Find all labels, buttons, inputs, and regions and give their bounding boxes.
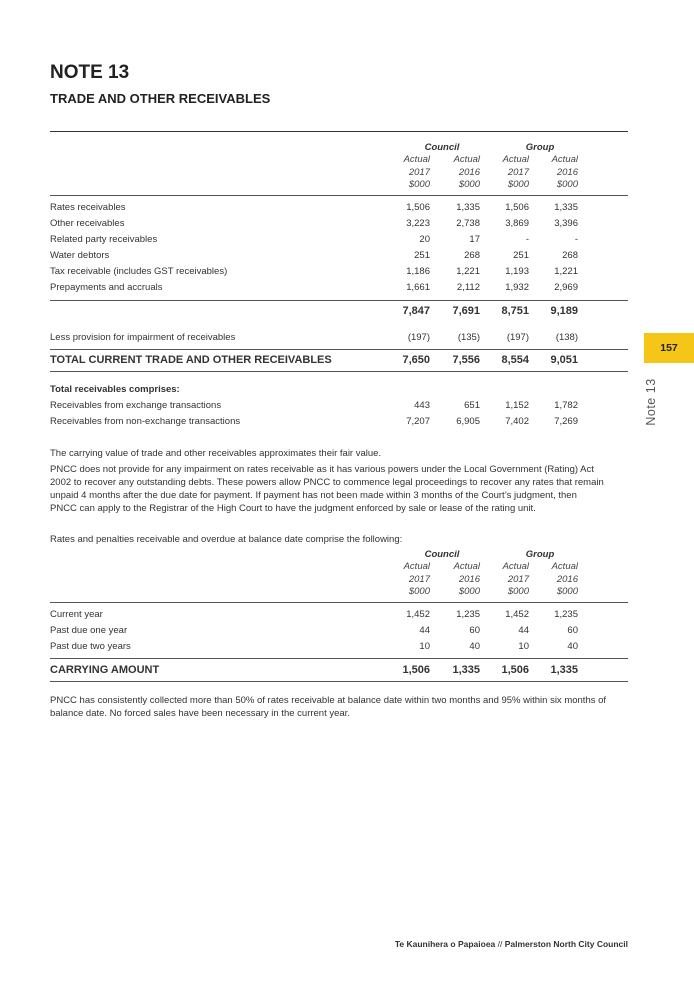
cell-value: 251	[414, 250, 430, 261]
col-header-line: $000	[408, 586, 430, 597]
row-label: Current year	[50, 609, 103, 620]
row-label: Past due one year	[50, 625, 128, 636]
cell-value: 1,221	[554, 266, 578, 277]
table-row	[50, 400, 630, 416]
cell-value: 1,452	[406, 609, 430, 620]
col-header-line: Actual	[453, 154, 480, 165]
impairment-paragraph	[50, 463, 630, 515]
col-header-line: 2017	[507, 573, 529, 585]
cell-value: 3,223	[406, 218, 430, 229]
cell-value: 7,556	[452, 354, 480, 366]
cell-value: 9,189	[550, 305, 578, 317]
cell-value: 1,235	[456, 609, 480, 620]
col-header-line: 2017	[408, 166, 430, 178]
col-header-line: Actual	[551, 154, 578, 165]
table-row	[50, 641, 630, 657]
subtotal-row	[50, 305, 630, 321]
cell-value: 1,152	[505, 400, 529, 411]
cell-value: 40	[567, 641, 578, 652]
row-label: Receivables from non-exchange transactions	[50, 416, 241, 427]
col-header-1	[390, 154, 430, 192]
col-header-4	[538, 561, 578, 599]
col-header-line: 2016	[458, 573, 480, 585]
cell-value: 443	[414, 400, 430, 411]
total-rule-top	[50, 658, 628, 659]
col-header-line: Actual	[551, 561, 578, 572]
cell-value: 44	[518, 625, 529, 636]
col-header-line: $000	[408, 179, 430, 190]
side-note-label	[641, 372, 661, 432]
table-row	[50, 625, 630, 641]
cell-value: 9,051	[550, 354, 578, 366]
cell-value: (197)	[407, 332, 430, 343]
cell-value: 3,396	[554, 218, 578, 229]
cell-value: -	[525, 234, 529, 245]
col-header-line: 2017	[408, 573, 430, 585]
col-header-2	[440, 154, 480, 192]
cell-value: 251	[513, 250, 529, 261]
table-row	[50, 202, 630, 218]
paragraph-line: PNCC has consistently collected more than 50% of rates receivable at balance date within two months and 95% within six months of	[50, 695, 607, 706]
paragraph-line: unpaid 4 months after the due date for payment. If payment has not been made within 3 months of the Court’s judgment, then	[50, 490, 577, 501]
cell-value: 10	[518, 641, 529, 652]
carrying-amount-row	[50, 664, 630, 680]
col-header-line: 2016	[458, 166, 480, 178]
footer-maori-name: Te Kaunihera o Papaioea	[394, 939, 496, 949]
group-header-council: Council	[424, 549, 460, 560]
paragraph-line: balance date. No forced sales have been necessary in the current year.	[50, 708, 350, 719]
cell-value: 1,335	[452, 664, 480, 676]
cell-value: 1,335	[456, 202, 480, 213]
col-header-3	[489, 561, 529, 599]
col-header-3	[489, 154, 529, 192]
col-header-line: 2016	[556, 166, 578, 178]
col-header-line: Actual	[502, 561, 529, 572]
cell-value: 1,506	[505, 202, 529, 213]
cell-value: 1,452	[505, 609, 529, 620]
cell-value: 2,738	[456, 218, 480, 229]
row-label: Water debtors	[50, 250, 110, 261]
page-footer	[395, 939, 628, 949]
cell-value: 8,554	[501, 354, 529, 366]
cell-value: 1,661	[406, 282, 430, 293]
cell-value: 17	[469, 234, 480, 245]
total-row	[50, 354, 630, 370]
cell-value: 268	[464, 250, 480, 261]
cell-value: 1,221	[456, 266, 480, 277]
col-header-line: Actual	[403, 154, 430, 165]
col-header-line: $000	[556, 179, 578, 190]
page-subtitle: TRADE AND OTHER RECEIVABLES	[50, 91, 271, 106]
group-header-group: Group	[525, 549, 555, 560]
cell-value: 8,751	[501, 305, 529, 317]
total-rule-bottom	[50, 681, 628, 682]
col-header-line: $000	[458, 586, 480, 597]
row-label: Prepayments and accruals	[50, 282, 163, 293]
col-header-line: Actual	[502, 154, 529, 165]
cell-value: 1,506	[406, 202, 430, 213]
top-rule	[50, 131, 628, 132]
paragraph-line: PNCC can apply to the Registrar of the High Court to have the judgment enforced by sale or lease of the rating unit.	[50, 503, 536, 514]
row-label: Other receivables	[50, 218, 125, 229]
cell-value: 1,193	[505, 266, 529, 277]
table-row	[50, 282, 630, 298]
row-label: Less provision for impairment of receivables	[50, 332, 236, 343]
cell-value: 2,112	[456, 282, 480, 293]
row-label: TOTAL CURRENT TRADE AND OTHER RECEIVABLES	[50, 354, 332, 366]
cell-value: 1,235	[554, 609, 578, 620]
col-header-4	[538, 154, 578, 192]
cell-value: 3,869	[505, 218, 529, 229]
cell-value: 6,905	[456, 416, 480, 427]
total-rule-bottom	[50, 371, 628, 372]
cell-value: 2,969	[554, 282, 578, 293]
cell-value: 651	[464, 400, 480, 411]
cell-value: 7,207	[406, 416, 430, 427]
paragraph-line: PNCC does not provide for any impairment on rates receivable as it has various powers under the Local Government (Rating) Act	[50, 464, 594, 475]
cell-value: 7,402	[505, 416, 529, 427]
cell-value: 7,650	[402, 354, 430, 366]
cell-value: 1,186	[406, 266, 430, 277]
provision-row	[50, 332, 630, 348]
cell-value: 40	[469, 641, 480, 652]
cell-value: 1,782	[554, 400, 578, 411]
comprises-heading	[50, 384, 630, 400]
table-row	[50, 234, 630, 250]
col-header-line: Actual	[403, 561, 430, 572]
group-header-group: Group	[525, 142, 555, 153]
cell-value: 7,269	[554, 416, 578, 427]
col-header-line: 2016	[556, 573, 578, 585]
fair-value-paragraph: The carrying value of trade and other receivables approximates their fair value.	[50, 448, 382, 459]
header-rule	[50, 602, 628, 603]
cell-value: 1,335	[554, 202, 578, 213]
total-rule-top	[50, 349, 628, 350]
cell-value: 60	[469, 625, 480, 636]
cell-value: (135)	[457, 332, 480, 343]
overdue-intro-paragraph: Rates and penalties receivable and overdue at balance date comprise the following:	[50, 534, 403, 545]
cell-value: 1,932	[505, 282, 529, 293]
cell-value: (138)	[555, 332, 578, 343]
section-heading: Total receivables comprises:	[50, 384, 180, 395]
row-label: Receivables from exchange transactions	[50, 400, 222, 411]
col-header-line: $000	[458, 179, 480, 190]
row-label: Rates receivables	[50, 202, 126, 213]
row-label: CARRYING AMOUNT	[50, 664, 160, 676]
paragraph-line: 2002 to recover any outstanding debts. These powers allow PNCC to commence legal proceedings to recover any rates that remain	[50, 477, 604, 488]
header-rule	[50, 195, 628, 196]
table-row	[50, 416, 630, 432]
cell-value: 20	[419, 234, 430, 245]
cell-value: 268	[562, 250, 578, 261]
cell-value: 10	[419, 641, 430, 652]
col-header-line: $000	[556, 586, 578, 597]
table-row	[50, 250, 630, 266]
cell-value: 7,847	[402, 305, 430, 317]
col-header-line: 2017	[507, 166, 529, 178]
table-row	[50, 266, 630, 282]
footer-separator: //	[495, 939, 505, 949]
cell-value: 7,691	[452, 305, 480, 317]
col-header-line: $000	[507, 586, 529, 597]
cell-value: 60	[567, 625, 578, 636]
cell-value: 44	[419, 625, 430, 636]
cell-value: (197)	[506, 332, 529, 343]
cell-value: 1,506	[402, 664, 430, 676]
collection-paragraph	[50, 694, 630, 720]
group-header-council: Council	[424, 142, 460, 153]
col-header-line: Actual	[453, 561, 480, 572]
page-number: 157	[660, 342, 678, 354]
page-number-tab	[644, 333, 694, 363]
col-header-1	[390, 561, 430, 599]
footer-council-name: Palmerston North City Council	[504, 939, 628, 949]
col-header-2	[440, 561, 480, 599]
page-title: NOTE 13	[50, 62, 130, 83]
row-label: Related party receivables	[50, 234, 158, 245]
side-note-text: Note 13	[644, 378, 658, 426]
subtotal-rule	[50, 300, 628, 301]
row-label: Tax receivable (includes GST receivables)	[50, 266, 228, 277]
cell-value: 1,506	[501, 664, 529, 676]
row-label: Past due two years	[50, 641, 131, 652]
table-row	[50, 609, 630, 625]
table-row	[50, 218, 630, 234]
cell-value: 1,335	[550, 664, 578, 676]
cell-value: -	[574, 234, 578, 245]
col-header-line: $000	[507, 179, 529, 190]
